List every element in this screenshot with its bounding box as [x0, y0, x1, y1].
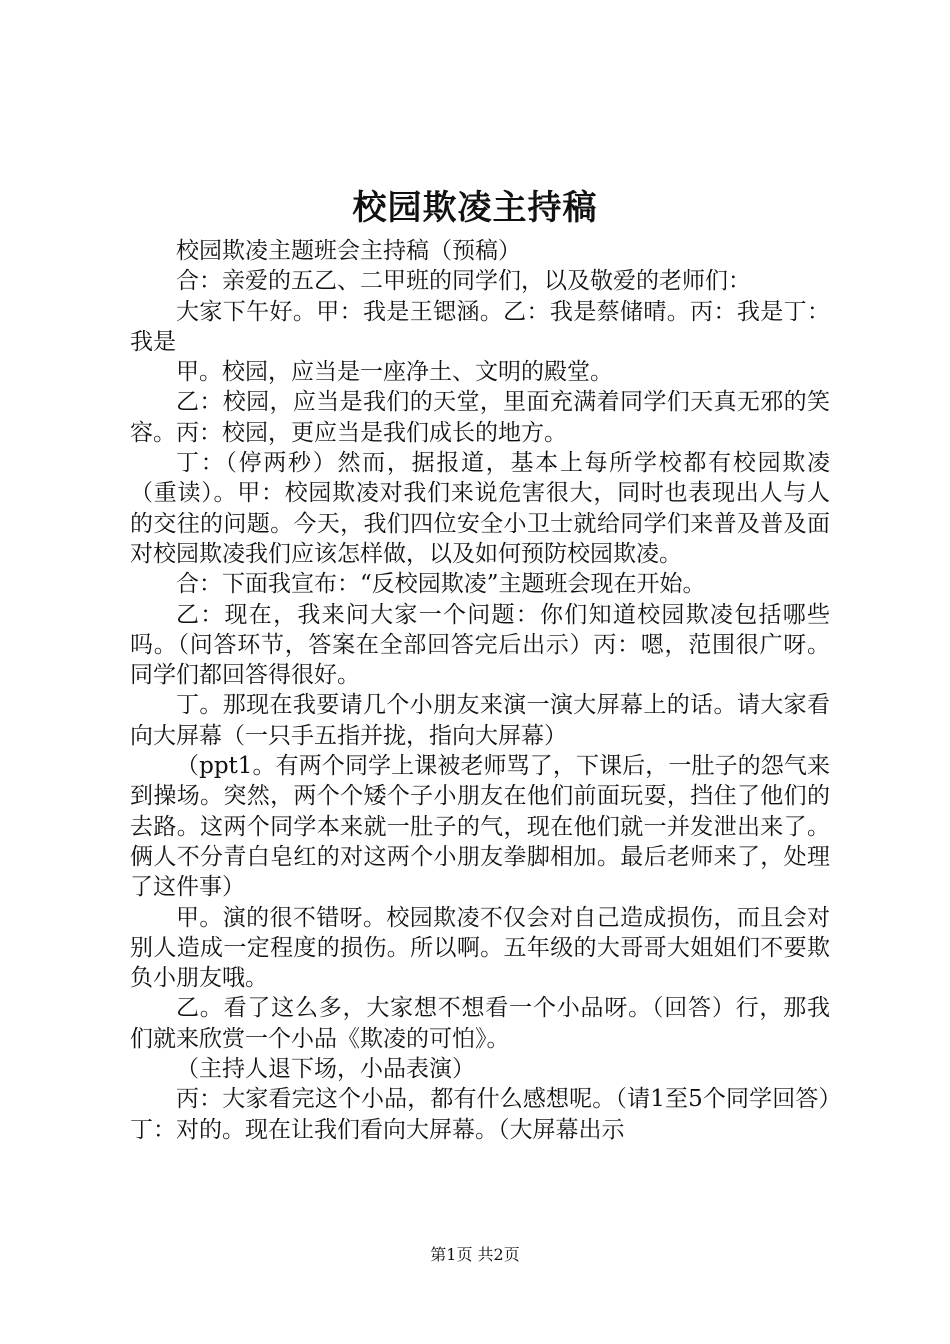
document-title: 校园欺凌主持稿 — [352, 188, 598, 228]
paragraph: 丁：（停两秒）然而，据报道，基本上每所学校都有校园欺凌（重读）。甲：校园欺凌对我们来说危害很大，同时也表现出人与人的交往的问题。今天，我们四位安全小卫士就给同学们来普及普及面对校园欺凌我们应该怎样做，以及如何预防校园欺凌。 — [130, 450, 830, 567]
paragraph: 校园欺凌主题班会主持稿（预稿） — [176, 238, 521, 264]
paragraph: 甲。演的很不错呀。校园欺凌不仅会对自己造成损伤，而且会对别人造成一定程度的损伤。所以啊。五年级的大哥哥大姐姐们不要欺负小朋友哦。 — [130, 904, 830, 992]
paragraph: 丁。那现在我要请几个小朋友来演一演大屏幕上的话。请大家看向大屏幕（一只手五指并拢，指向大屏幕） — [130, 692, 830, 749]
paragraph: 乙：现在，我来问大家一个问题：你们知道校园欺凌包括哪些吗。（问答环节，答案在全部回答完后出示）丙：嗯，范围很广呀。同学们都回答得很好。 — [130, 601, 830, 689]
paragraph: 甲。校园，应当是一座净土、文明的殿堂。 — [176, 359, 613, 386]
paragraph: （主持人退下场，小品表演） — [176, 1056, 475, 1083]
page-number-footer: 第1页 共2页 — [430, 1245, 520, 1264]
document-body — [130, 236, 830, 1145]
paragraph: （ppt1。有两个同学上课被老师骂了，下课后，一肚子的怨气来到操场。突然，两个个矮个子小朋友在他们前面玩耍，挡住了他们的去路。这两个同学本来就一肚子的气，现在他们就一并发泄出来了。俩人不分青白皂红的对这两个小朋友拳脚相加。最后老师来了，处理了这件事） — [130, 753, 830, 901]
paragraph: 丙：大家看完这个小品，都有什么感想呢。（请1至5个同学回答）丁：对的。现在让我们看向大屏幕。（大屏幕出示 — [130, 1086, 830, 1143]
paragraph: 乙。看了这么多，大家想不想看一个小品呀。（回答）行，那我们就来欣赏一个小品《欺凌的可怕》。 — [130, 995, 830, 1052]
paragraph: 合：下面我宣布：“反校园欺凌”主题班会现在开始。 — [176, 571, 706, 598]
paragraph: 大家下午好。甲：我是王锶涵。乙：我是蔡储晴。丙：我是丁：我是 — [130, 298, 830, 355]
paragraph: 乙：校园，应当是我们的天堂，里面充满着同学们天真无邪的笑容。丙：校园，更应当是我们成长的地方。 — [130, 389, 830, 446]
paragraph: 合：亲爱的五乙、二甲班的同学们，以及敬爱的老师们： — [176, 268, 751, 295]
